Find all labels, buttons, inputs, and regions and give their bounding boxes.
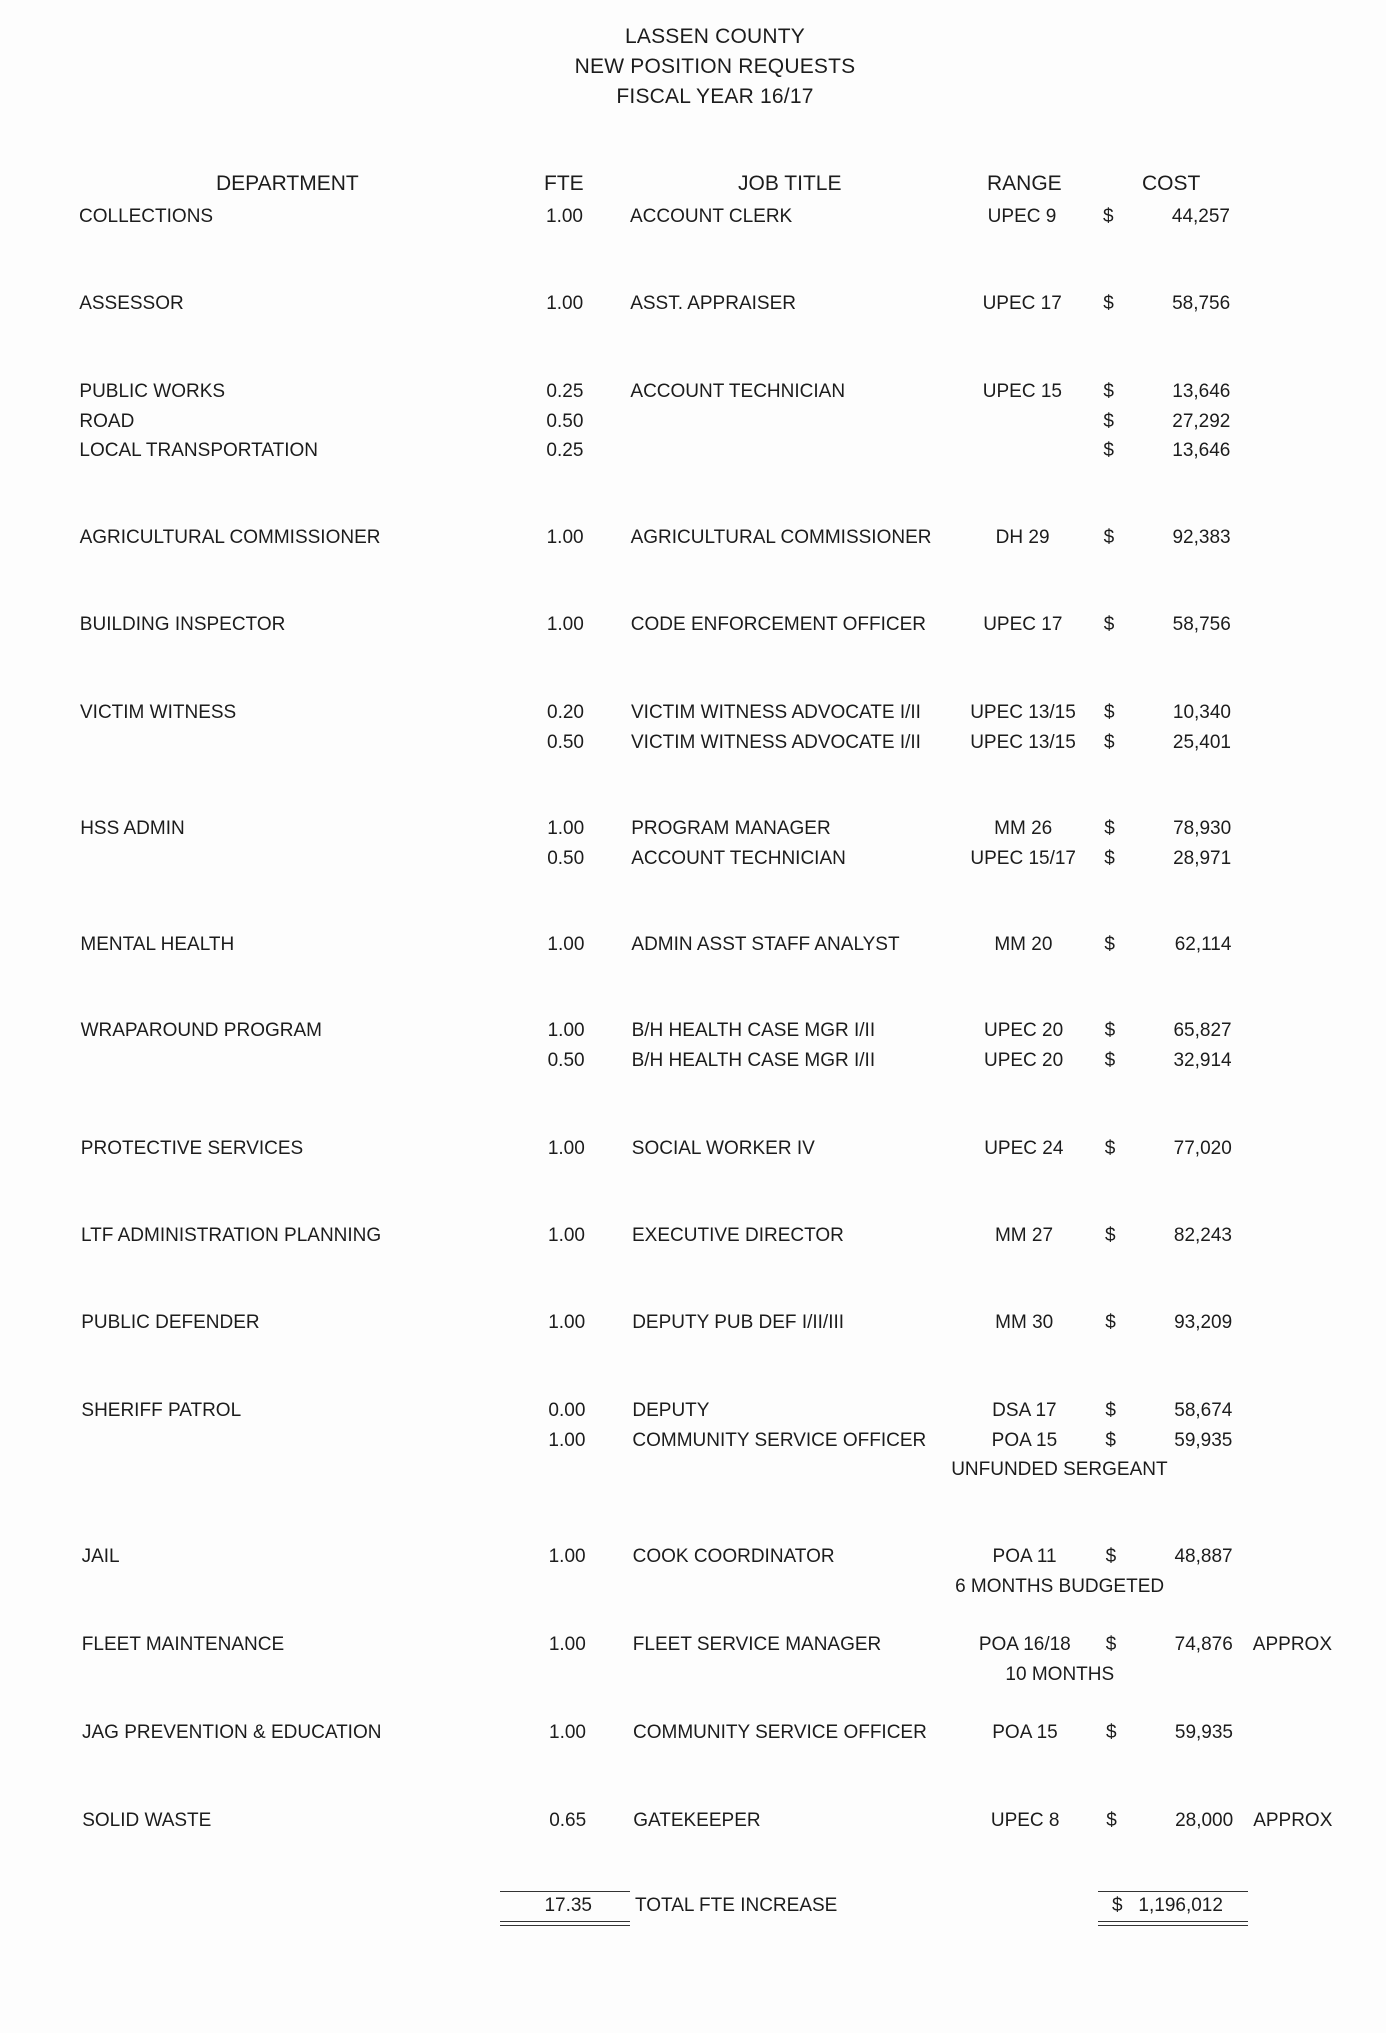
pay-range: MM 27	[994, 1225, 1054, 1246]
fte-value: 1.00	[548, 1546, 586, 1567]
pay-range: POA 16/18	[978, 1634, 1071, 1655]
total-fte: 17.35	[544, 1895, 592, 1916]
pay-range: MM 26	[994, 818, 1053, 839]
job-title: COOK COORDINATOR	[632, 1546, 835, 1567]
cost-value: 65,827	[1173, 1020, 1232, 1041]
department-subname: LOCAL TRANSPORTATION	[79, 440, 318, 461]
cost-value: 74,876	[1174, 1634, 1233, 1655]
cost-value: 13,646	[1172, 440, 1231, 461]
currency-symbol: $	[1106, 1722, 1117, 1743]
fte-value: 1.00	[548, 1312, 586, 1333]
job-title: EXECUTIVE DIRECTOR	[632, 1225, 844, 1246]
header-cost: COST	[1142, 172, 1201, 195]
cost-value: 48,887	[1174, 1546, 1233, 1567]
currency-symbol: $	[1105, 1429, 1116, 1451]
fte-value: 0.00	[548, 1400, 586, 1421]
header-job-title: JOB TITLE	[738, 172, 842, 195]
job-title: COMMUNITY SERVICE OFFICER	[632, 1429, 927, 1451]
pay-range: POA 11	[992, 1546, 1057, 1567]
cost-value: 13,646	[1172, 381, 1231, 402]
fte-value: 0.25	[546, 440, 584, 461]
job-title: COMMUNITY SERVICE OFFICER	[633, 1722, 927, 1743]
department-name: PROTECTIVE SERVICES	[80, 1138, 304, 1159]
fte-value: 1.00	[546, 527, 584, 548]
cost-note: APPROX	[1252, 1634, 1332, 1655]
header-range: RANGE	[987, 172, 1062, 195]
fte-value: 0.50	[547, 1049, 585, 1071]
department-name: VICTIM WITNESS	[80, 702, 237, 723]
pay-range: MM 30	[995, 1312, 1054, 1333]
pay-range: POA 15	[992, 1722, 1058, 1743]
department-name: WRAPAROUND PROGRAM	[80, 1020, 322, 1041]
currency-symbol: $	[1104, 1020, 1116, 1041]
job-title: B/H HEALTH CASE MGR I/II	[631, 1020, 876, 1041]
job-title: PROGRAM MANAGER	[631, 818, 831, 839]
currency-symbol: $	[1105, 1312, 1116, 1333]
cost-value: 92,383	[1172, 527, 1231, 548]
cost-value: 58,756	[1172, 293, 1231, 314]
title-line-3: FISCAL YEAR 16/17	[616, 85, 814, 108]
job-title: GATEKEEPER	[633, 1810, 761, 1831]
currency-symbol: $	[1105, 1634, 1117, 1655]
fte-value: 1.00	[548, 1225, 585, 1246]
department-name: SHERIFF PATROL	[81, 1400, 242, 1421]
fte-value: 1.00	[547, 1138, 585, 1159]
department-name: PUBLIC DEFENDER	[81, 1312, 260, 1333]
cost-value: 59,935	[1174, 1722, 1233, 1743]
currency-symbol: $	[1103, 614, 1115, 635]
pay-range: UPEC 15	[982, 381, 1062, 402]
department-name: MENTAL HEALTH	[80, 934, 235, 955]
total-fte-rule-bottom-1	[500, 1921, 630, 1922]
pay-range: UPEC 24	[984, 1138, 1064, 1159]
title-line-1: LASSEN COUNTY	[625, 25, 805, 48]
cost-value: 28,971	[1173, 847, 1232, 869]
currency-symbol: $	[1104, 1049, 1116, 1071]
fte-value: 0.20	[547, 702, 584, 723]
currency-symbol: $	[1103, 206, 1114, 227]
department-name: FLEET MAINTENANCE	[81, 1634, 285, 1655]
fte-value: 0.25	[546, 381, 584, 402]
job-title: DEPUTY	[632, 1400, 710, 1421]
range-note: 10 MONTHS	[1005, 1663, 1115, 1685]
currency-symbol: $	[1103, 381, 1114, 402]
department-name: SOLID WASTE	[82, 1810, 212, 1831]
currency-symbol: $	[1104, 818, 1115, 839]
fte-value: 1.00	[546, 206, 583, 227]
cost-value: 44,257	[1171, 206, 1230, 227]
fte-value: 1.00	[547, 1020, 585, 1041]
pay-range: UPEC 17	[982, 293, 1062, 314]
cost-value: 25,401	[1172, 731, 1231, 753]
pay-range: UPEC 8	[990, 1810, 1060, 1831]
document-title	[0, 22, 1386, 112]
department-name: AGRICULTURAL COMMISSIONER	[79, 527, 381, 548]
range-note: 6 MONTHS BUDGETED	[955, 1575, 1165, 1597]
cost-value: 58,674	[1174, 1400, 1233, 1421]
title-line-2: NEW POSITION REQUESTS	[574, 55, 856, 78]
fte-value: 1.00	[547, 818, 585, 839]
pay-range: UPEC 17	[983, 614, 1063, 635]
department-name: COLLECTIONS	[79, 206, 214, 227]
currency-symbol: $	[1104, 934, 1115, 955]
cost-value: 59,935	[1174, 1429, 1233, 1451]
fte-value: 0.50	[546, 410, 584, 432]
cost-value: 77,020	[1173, 1138, 1232, 1159]
pay-range: POA 15	[991, 1429, 1058, 1451]
fte-value: 1.00	[547, 934, 585, 955]
job-title: VICTIM WITNESS ADVOCATE I/II	[631, 731, 921, 753]
cost-value: 93,209	[1174, 1312, 1233, 1333]
fte-value: 1.00	[549, 1722, 586, 1743]
cost-note: APPROX	[1253, 1810, 1333, 1831]
currency-symbol: $	[1103, 527, 1115, 548]
job-title: CODE ENFORCEMENT OFFICER	[630, 614, 927, 635]
fte-value: 1.00	[548, 1429, 586, 1451]
currency-symbol: $	[1104, 731, 1115, 753]
department-name: JAIL	[81, 1546, 120, 1567]
department-name: PUBLIC WORKS	[79, 381, 226, 402]
currency-symbol: $	[1104, 847, 1115, 869]
cost-value: 82,243	[1173, 1225, 1232, 1246]
job-title: DEPUTY PUB DEF I/II/III	[632, 1312, 845, 1333]
pay-range: DH 29	[995, 527, 1050, 548]
total-label: TOTAL FTE INCREASE	[635, 1895, 838, 1916]
currency-symbol: $	[1105, 1225, 1116, 1246]
job-title: ACCOUNT TECHNICIAN	[631, 847, 846, 869]
job-title: ACCOUNT CLERK	[630, 206, 793, 227]
fte-value: 0.50	[547, 847, 585, 869]
total-fte-rule-top	[500, 1891, 630, 1892]
job-title: ADMIN ASST STAFF ANALYST	[631, 934, 900, 955]
job-title: ASST. APPRAISER	[630, 293, 796, 314]
currency-symbol: $	[1104, 702, 1115, 723]
cost-value: 62,114	[1174, 934, 1232, 955]
currency-symbol: $	[1105, 1546, 1117, 1567]
total-cost: $ 1,196,012	[1112, 1895, 1223, 1916]
pay-range: DSA 17	[992, 1400, 1057, 1421]
job-title: B/H HEALTH CASE MGR I/II	[631, 1049, 876, 1071]
fte-value: 1.00	[546, 293, 584, 314]
currency-symbol: $	[1105, 1400, 1116, 1421]
department-name: LTF ADMINISTRATION PLANNING	[81, 1225, 382, 1246]
cost-value: 58,756	[1172, 614, 1231, 635]
total-fte-rule-bottom-2	[500, 1925, 630, 1926]
job-title: AGRICULTURAL COMMISSIONER	[630, 527, 932, 548]
cost-value: 32,914	[1173, 1049, 1232, 1071]
job-title: ACCOUNT TECHNICIAN	[630, 381, 846, 402]
header-fte: FTE	[544, 172, 584, 195]
total-cost-rule-top	[1098, 1891, 1248, 1892]
cost-value: 28,000	[1175, 1810, 1234, 1831]
pay-range: UPEC 20	[983, 1020, 1064, 1041]
pay-range: UPEC 15/17	[970, 847, 1076, 869]
department-name: ASSESSOR	[79, 293, 184, 314]
currency-symbol: $	[1103, 410, 1114, 432]
department-name: HSS ADMIN	[80, 818, 185, 839]
currency-symbol: $	[1106, 1810, 1117, 1831]
currency-symbol: $	[1103, 440, 1114, 461]
job-title: VICTIM WITNESS ADVOCATE I/II	[631, 702, 921, 723]
department-name: JAG PREVENTION & EDUCATION	[82, 1722, 382, 1743]
job-title: SOCIAL WORKER IV	[631, 1138, 815, 1159]
fte-value: 0.65	[549, 1810, 587, 1831]
cost-value: 10,340	[1172, 702, 1231, 723]
department-subname: ROAD	[79, 410, 135, 432]
pay-range: UPEC 20	[983, 1049, 1064, 1071]
pay-range: UPEC 13/15	[970, 731, 1076, 753]
fte-value: 1.00	[546, 614, 584, 635]
currency-symbol: $	[1103, 293, 1114, 314]
fte-value: 1.00	[548, 1634, 586, 1655]
total-cost-rule-bottom-1	[1098, 1921, 1248, 1922]
cost-value: 78,930	[1173, 818, 1232, 839]
total-cost-rule-bottom-2	[1098, 1925, 1248, 1926]
pay-range: UPEC 9	[987, 206, 1057, 227]
pay-range: MM 20	[994, 934, 1053, 955]
pay-range: UPEC 13/15	[970, 702, 1076, 723]
range-note: UNFUNDED SERGEANT	[951, 1459, 1168, 1480]
cost-value: 27,292	[1172, 410, 1231, 432]
currency-symbol: $	[1104, 1138, 1116, 1159]
job-title: FLEET SERVICE MANAGER	[632, 1634, 882, 1655]
header-department: DEPARTMENT	[216, 172, 359, 195]
department-name: BUILDING INSPECTOR	[79, 614, 286, 635]
fte-value: 0.50	[547, 731, 584, 753]
